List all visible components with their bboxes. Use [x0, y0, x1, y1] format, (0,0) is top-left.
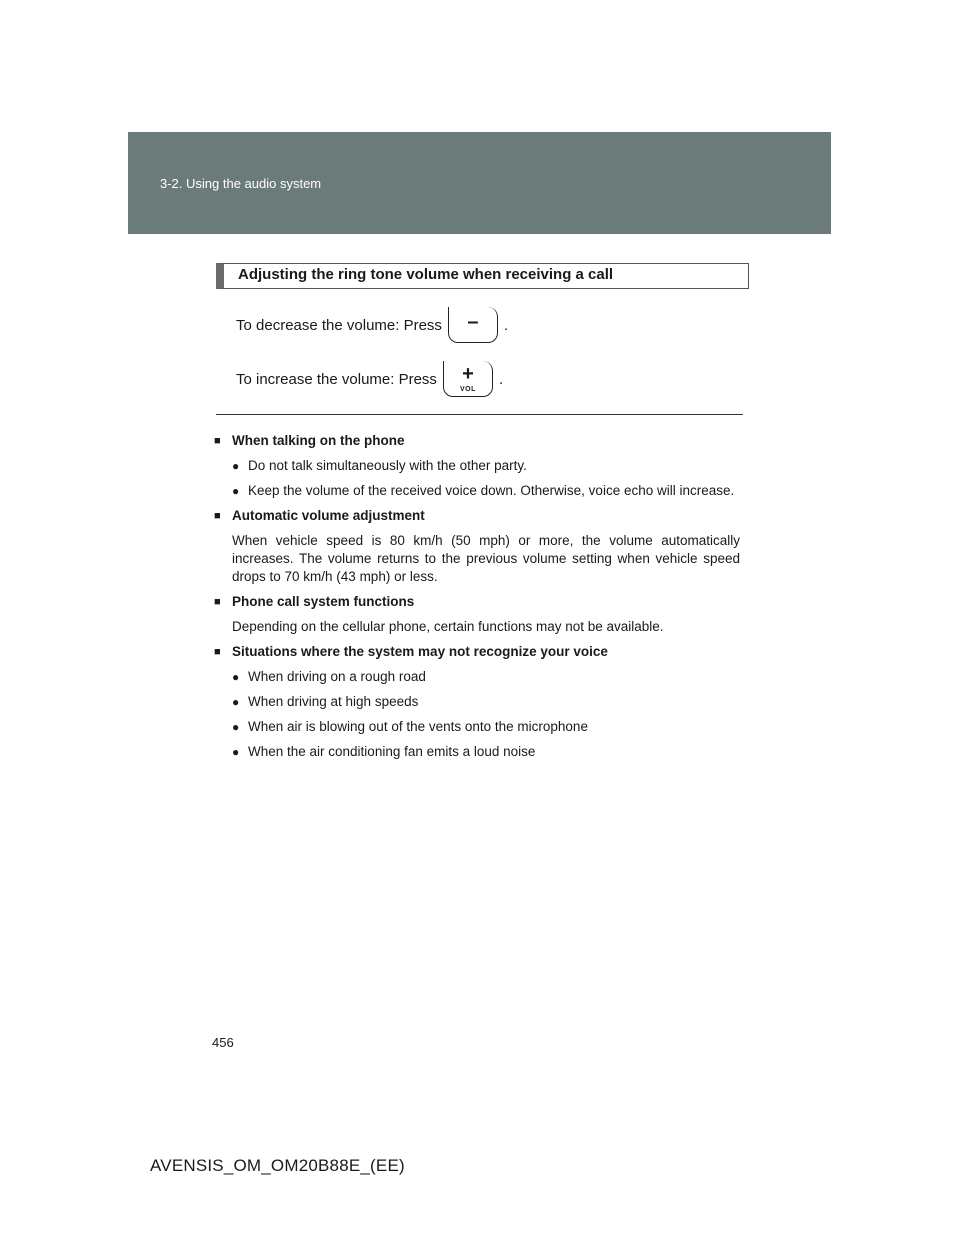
increase-text: To increase the volume: Press	[236, 370, 437, 388]
period: .	[498, 370, 504, 388]
list-item	[214, 668, 740, 686]
list-item-text: When driving at high speeds	[248, 694, 419, 709]
list-item	[214, 743, 740, 761]
note-heading	[214, 593, 740, 611]
list-item	[214, 457, 740, 475]
list-item-text: Keep the volume of the received voice down. Otherwise, voice echo will increase.	[248, 483, 735, 498]
bullet-dot-icon: ●	[232, 484, 240, 498]
note-heading-text: When talking on the phone	[232, 433, 405, 448]
decrease-instruction	[236, 307, 508, 343]
bullet-dot-icon: ●	[232, 745, 240, 759]
list-item-text: When the air conditioning fan emits a loud noise	[248, 744, 536, 759]
note-heading	[214, 432, 740, 450]
note-heading	[214, 507, 740, 525]
plus-symbol: +	[462, 363, 474, 385]
section-title-bar	[216, 263, 749, 289]
footer-document-code: AVENSIS_OM_OM20B88E_(EE)	[150, 1156, 405, 1175]
decrease-text: To decrease the volume: Press	[236, 316, 442, 334]
period: .	[503, 316, 509, 334]
note-heading-text: Automatic volume adjustment	[232, 508, 425, 523]
section-breadcrumb: 3-2. Using the audio system	[160, 176, 322, 191]
section-title: Adjusting the ring tone volume when receiving a call	[238, 266, 614, 283]
vol-label: VOL	[459, 386, 476, 393]
note-paragraph: When vehicle speed is 80 km/h (50 mph) or more, the volume automatically increases. The volume returns to the previous volume setting when vehicle speed drops to 70 km/h (43 mph) or less.	[232, 533, 740, 584]
bullet-dot-icon: ●	[232, 459, 240, 473]
note-heading-text: Phone call system functions	[232, 594, 415, 609]
volume-up-key-icon	[443, 361, 493, 397]
note-heading	[214, 643, 740, 661]
triangle-bullet-icon: ■	[214, 646, 221, 658]
list-item-text: Do not talk simultaneously with the other party.	[248, 458, 527, 473]
list-item	[214, 482, 740, 500]
list-item	[214, 718, 740, 736]
minus-symbol: –	[467, 311, 479, 333]
page-number: 456	[212, 1035, 234, 1050]
notes-section	[214, 432, 740, 768]
divider	[216, 414, 743, 415]
note-paragraph: Depending on the cellular phone, certain functions may not be available.	[232, 619, 664, 634]
triangle-bullet-icon: ■	[214, 596, 221, 608]
triangle-bullet-icon: ■	[214, 510, 221, 522]
increase-instruction	[236, 361, 503, 397]
volume-down-key-icon	[448, 307, 498, 343]
bullet-dot-icon: ●	[232, 695, 240, 709]
triangle-bullet-icon: ■	[214, 435, 221, 447]
list-item-text: When driving on a rough road	[248, 669, 426, 684]
bullet-dot-icon: ●	[232, 720, 240, 734]
note-heading-text: Situations where the system may not recognize your voice	[232, 644, 608, 659]
list-item-text: When air is blowing out of the vents onto the microphone	[248, 719, 588, 734]
bullet-dot-icon: ●	[232, 670, 240, 684]
list-item	[214, 693, 740, 711]
